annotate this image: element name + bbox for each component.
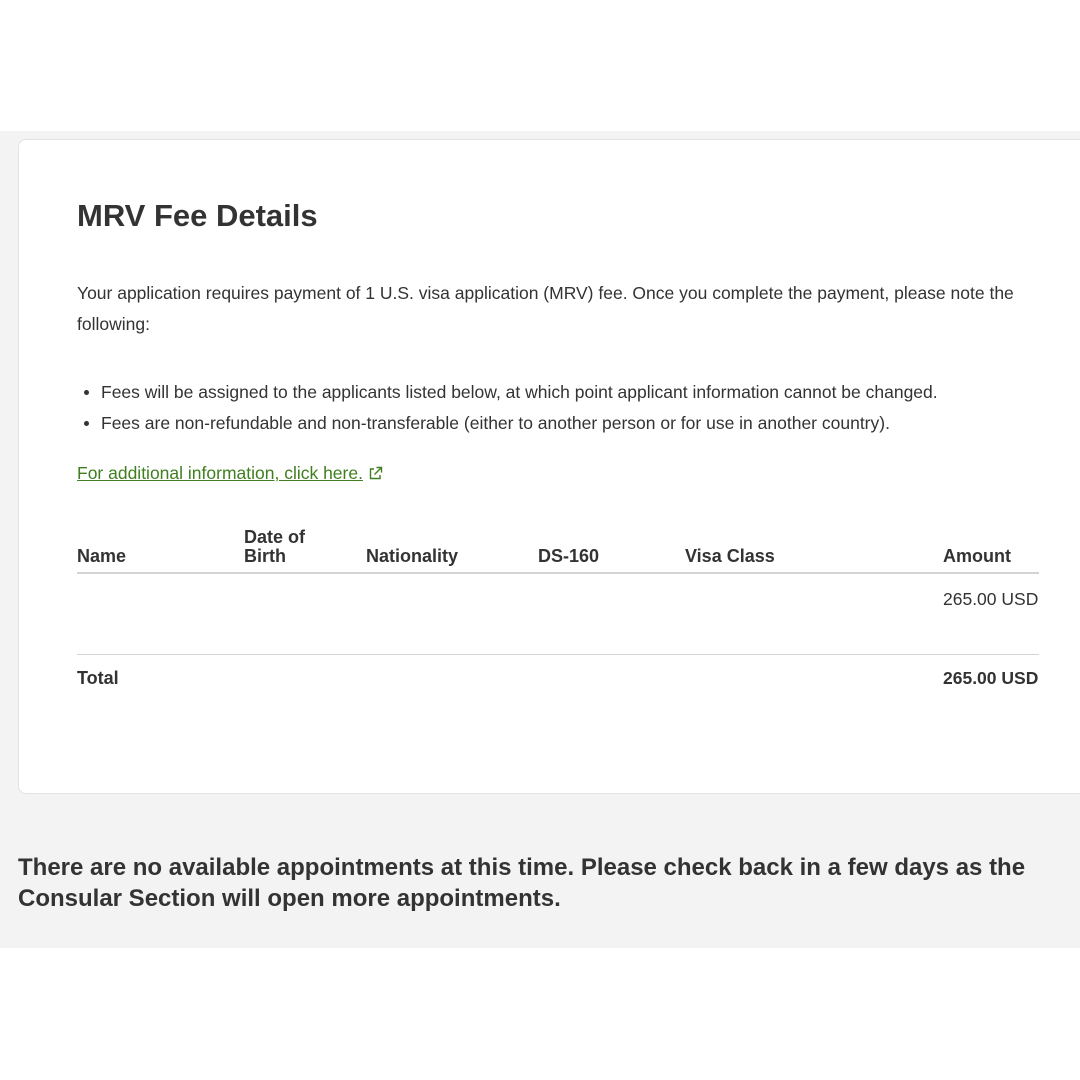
- fee-note-item: Fees are non-refundable and non-transferable (either to another person or for use in another country).: [101, 408, 938, 439]
- cell-nationality: [366, 573, 538, 655]
- additional-info-link-label: For additional information, click here.: [77, 463, 363, 483]
- fee-intro-text: Your application requires payment of 1 U.S. visa application (MRV) fee. Once you complete the payment, please note the following:: [77, 283, 1014, 334]
- cell-name: [77, 573, 244, 655]
- mrv-fee-card: [18, 139, 1080, 794]
- total-label: Total: [77, 668, 119, 688]
- cell-amount: 265.00 USD: [943, 573, 1039, 655]
- total-row: [77, 655, 1039, 703]
- table-header-row: [77, 528, 1039, 573]
- fee-note-item: Fees will be assigned to the applicants listed below, at which point applicant information cannot be changed.: [101, 377, 938, 408]
- header-name: Name: [77, 528, 244, 573]
- card-title: MRV Fee Details: [77, 198, 318, 233]
- cell-date-of-birth: [244, 573, 366, 655]
- header-nationality: Nationality: [366, 528, 538, 573]
- additional-info-link[interactable]: [77, 463, 383, 486]
- header-amount: Amount: [943, 528, 1039, 573]
- total-amount: 265.00 USD: [943, 668, 1039, 688]
- fee-table: [77, 528, 1039, 702]
- no-appointments-notice: There are no available appointments at this time. Please check back in a few days as the Consular Section will open more appointments.: [18, 854, 1026, 912]
- header-date-of-birth-label: Date of Birth: [244, 527, 306, 566]
- fee-notes-list: [77, 377, 938, 439]
- header-ds160: DS-160: [538, 528, 685, 573]
- cell-ds160: [538, 573, 685, 655]
- cell-visa-class: [685, 573, 943, 655]
- header-visa-class: Visa Class: [685, 528, 943, 573]
- table-row: [77, 573, 1039, 655]
- external-link-icon: [368, 465, 383, 486]
- header-date-of-birth: [244, 528, 366, 573]
